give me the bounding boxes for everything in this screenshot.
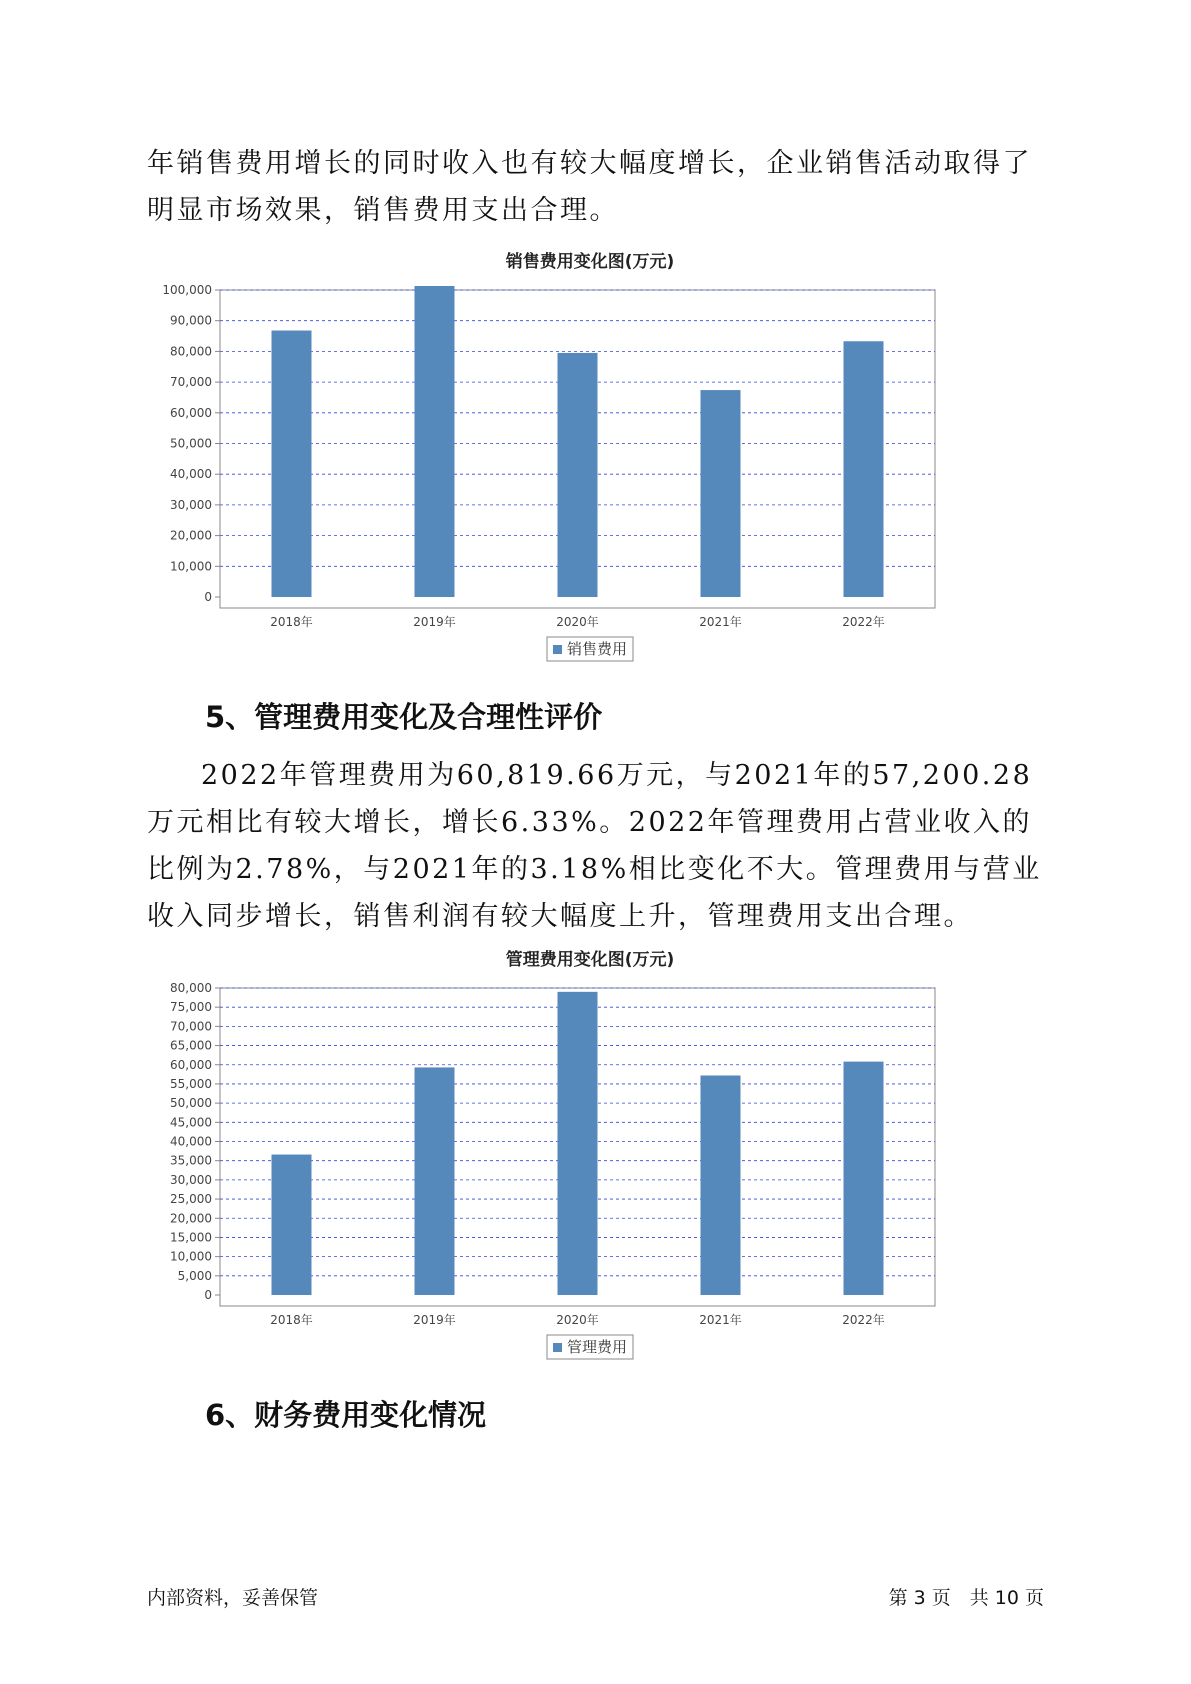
y-tick-label: 80,000	[170, 981, 212, 995]
legend-label: 管理费用	[567, 1338, 628, 1356]
management-expense-chart	[150, 943, 1030, 1363]
management-expense-chart-svg	[150, 943, 1030, 1363]
y-tick-label: 45,000	[170, 1115, 212, 1130]
section-heading-6: 6、财务费用变化情况	[205, 1398, 487, 1432]
y-tick-label: 80,000	[170, 344, 212, 359]
bar	[415, 1067, 455, 1295]
bar	[272, 1155, 312, 1295]
bar	[272, 331, 312, 597]
y-tick-label: 25,000	[170, 1192, 212, 1207]
y-tick-label: 100,000	[162, 283, 212, 297]
y-tick-label: 40,000	[170, 467, 212, 482]
bar	[558, 353, 598, 597]
y-tick-label: 0	[204, 1288, 212, 1302]
y-tick-label: 50,000	[170, 436, 212, 451]
chart-legend	[547, 637, 633, 661]
sales-expense-chart-svg	[150, 245, 1030, 665]
section-heading-5: 5、管理费用变化及合理性评价	[205, 700, 603, 734]
sales-expense-chart	[150, 245, 1030, 665]
y-tick-label: 60,000	[170, 405, 212, 420]
y-tick-label: 15,000	[170, 1230, 212, 1245]
bar	[844, 341, 884, 597]
y-tick-label: 20,000	[170, 1211, 212, 1226]
bar	[415, 286, 455, 597]
y-tick-label: 35,000	[170, 1153, 212, 1168]
chart-legend	[547, 1335, 633, 1359]
chart-title: 管理费用变化图(万元)	[505, 950, 675, 970]
paragraph-sales-expense-conclusion: 年销售费用增长的同时收入也有较大幅度增长，企业销售活动取得了明显市场效果，销售费用支出合理。	[147, 148, 1032, 226]
x-tick-label: 2019年	[413, 1313, 456, 1327]
y-tick-label: 5,000	[177, 1268, 212, 1283]
x-tick-label: 2019年	[413, 615, 456, 629]
bar	[701, 390, 741, 597]
y-tick-label: 40,000	[170, 1134, 212, 1149]
paragraph-management-expense: 2022年管理费用为60,819.66万元，与2021年的57,200.28万元相比有较大增长，增长6.33%。2022年管理费用占营业收入的比例为2.78%，与2021年的3.18%相比变化不大。管理费用与营业收入同步增长，销售利润有较大幅度上升，管理费用支出合理。	[147, 760, 1042, 932]
x-tick-label: 2020年	[556, 615, 599, 629]
legend-swatch	[553, 1343, 562, 1352]
y-tick-label: 90,000	[170, 313, 212, 328]
y-tick-label: 70,000	[170, 375, 212, 390]
y-tick-label: 60,000	[170, 1057, 212, 1072]
x-tick-label: 2021年	[699, 1313, 742, 1327]
legend-label: 销售费用	[567, 640, 628, 658]
y-tick-label: 20,000	[170, 528, 212, 543]
y-tick-label: 65,000	[170, 1038, 212, 1053]
y-tick-label: 55,000	[170, 1076, 212, 1091]
y-tick-label: 10,000	[170, 559, 212, 574]
y-tick-label: 30,000	[170, 497, 212, 512]
y-tick-label: 70,000	[170, 1019, 212, 1034]
x-tick-label: 2021年	[699, 615, 742, 629]
x-tick-label: 2018年	[270, 615, 313, 629]
x-tick-label: 2022年	[842, 1313, 885, 1327]
y-tick-label: 10,000	[170, 1249, 212, 1264]
x-tick-label: 2018年	[270, 1313, 313, 1327]
legend-swatch	[553, 645, 562, 654]
x-tick-label: 2020年	[556, 1313, 599, 1327]
y-tick-label: 75,000	[170, 1000, 212, 1015]
footer-confidential-note: 内部资料，妥善保管	[147, 1587, 319, 1609]
chart-title: 销售费用变化图(万元)	[505, 252, 675, 272]
y-tick-label: 0	[204, 590, 212, 604]
y-tick-label: 50,000	[170, 1096, 212, 1111]
bar	[701, 1075, 741, 1295]
footer-page-number: 第 3 页 共 10 页	[888, 1587, 1044, 1609]
x-tick-label: 2022年	[842, 615, 885, 629]
y-tick-label: 30,000	[170, 1172, 212, 1187]
bar	[844, 1062, 884, 1295]
bar	[558, 992, 598, 1295]
